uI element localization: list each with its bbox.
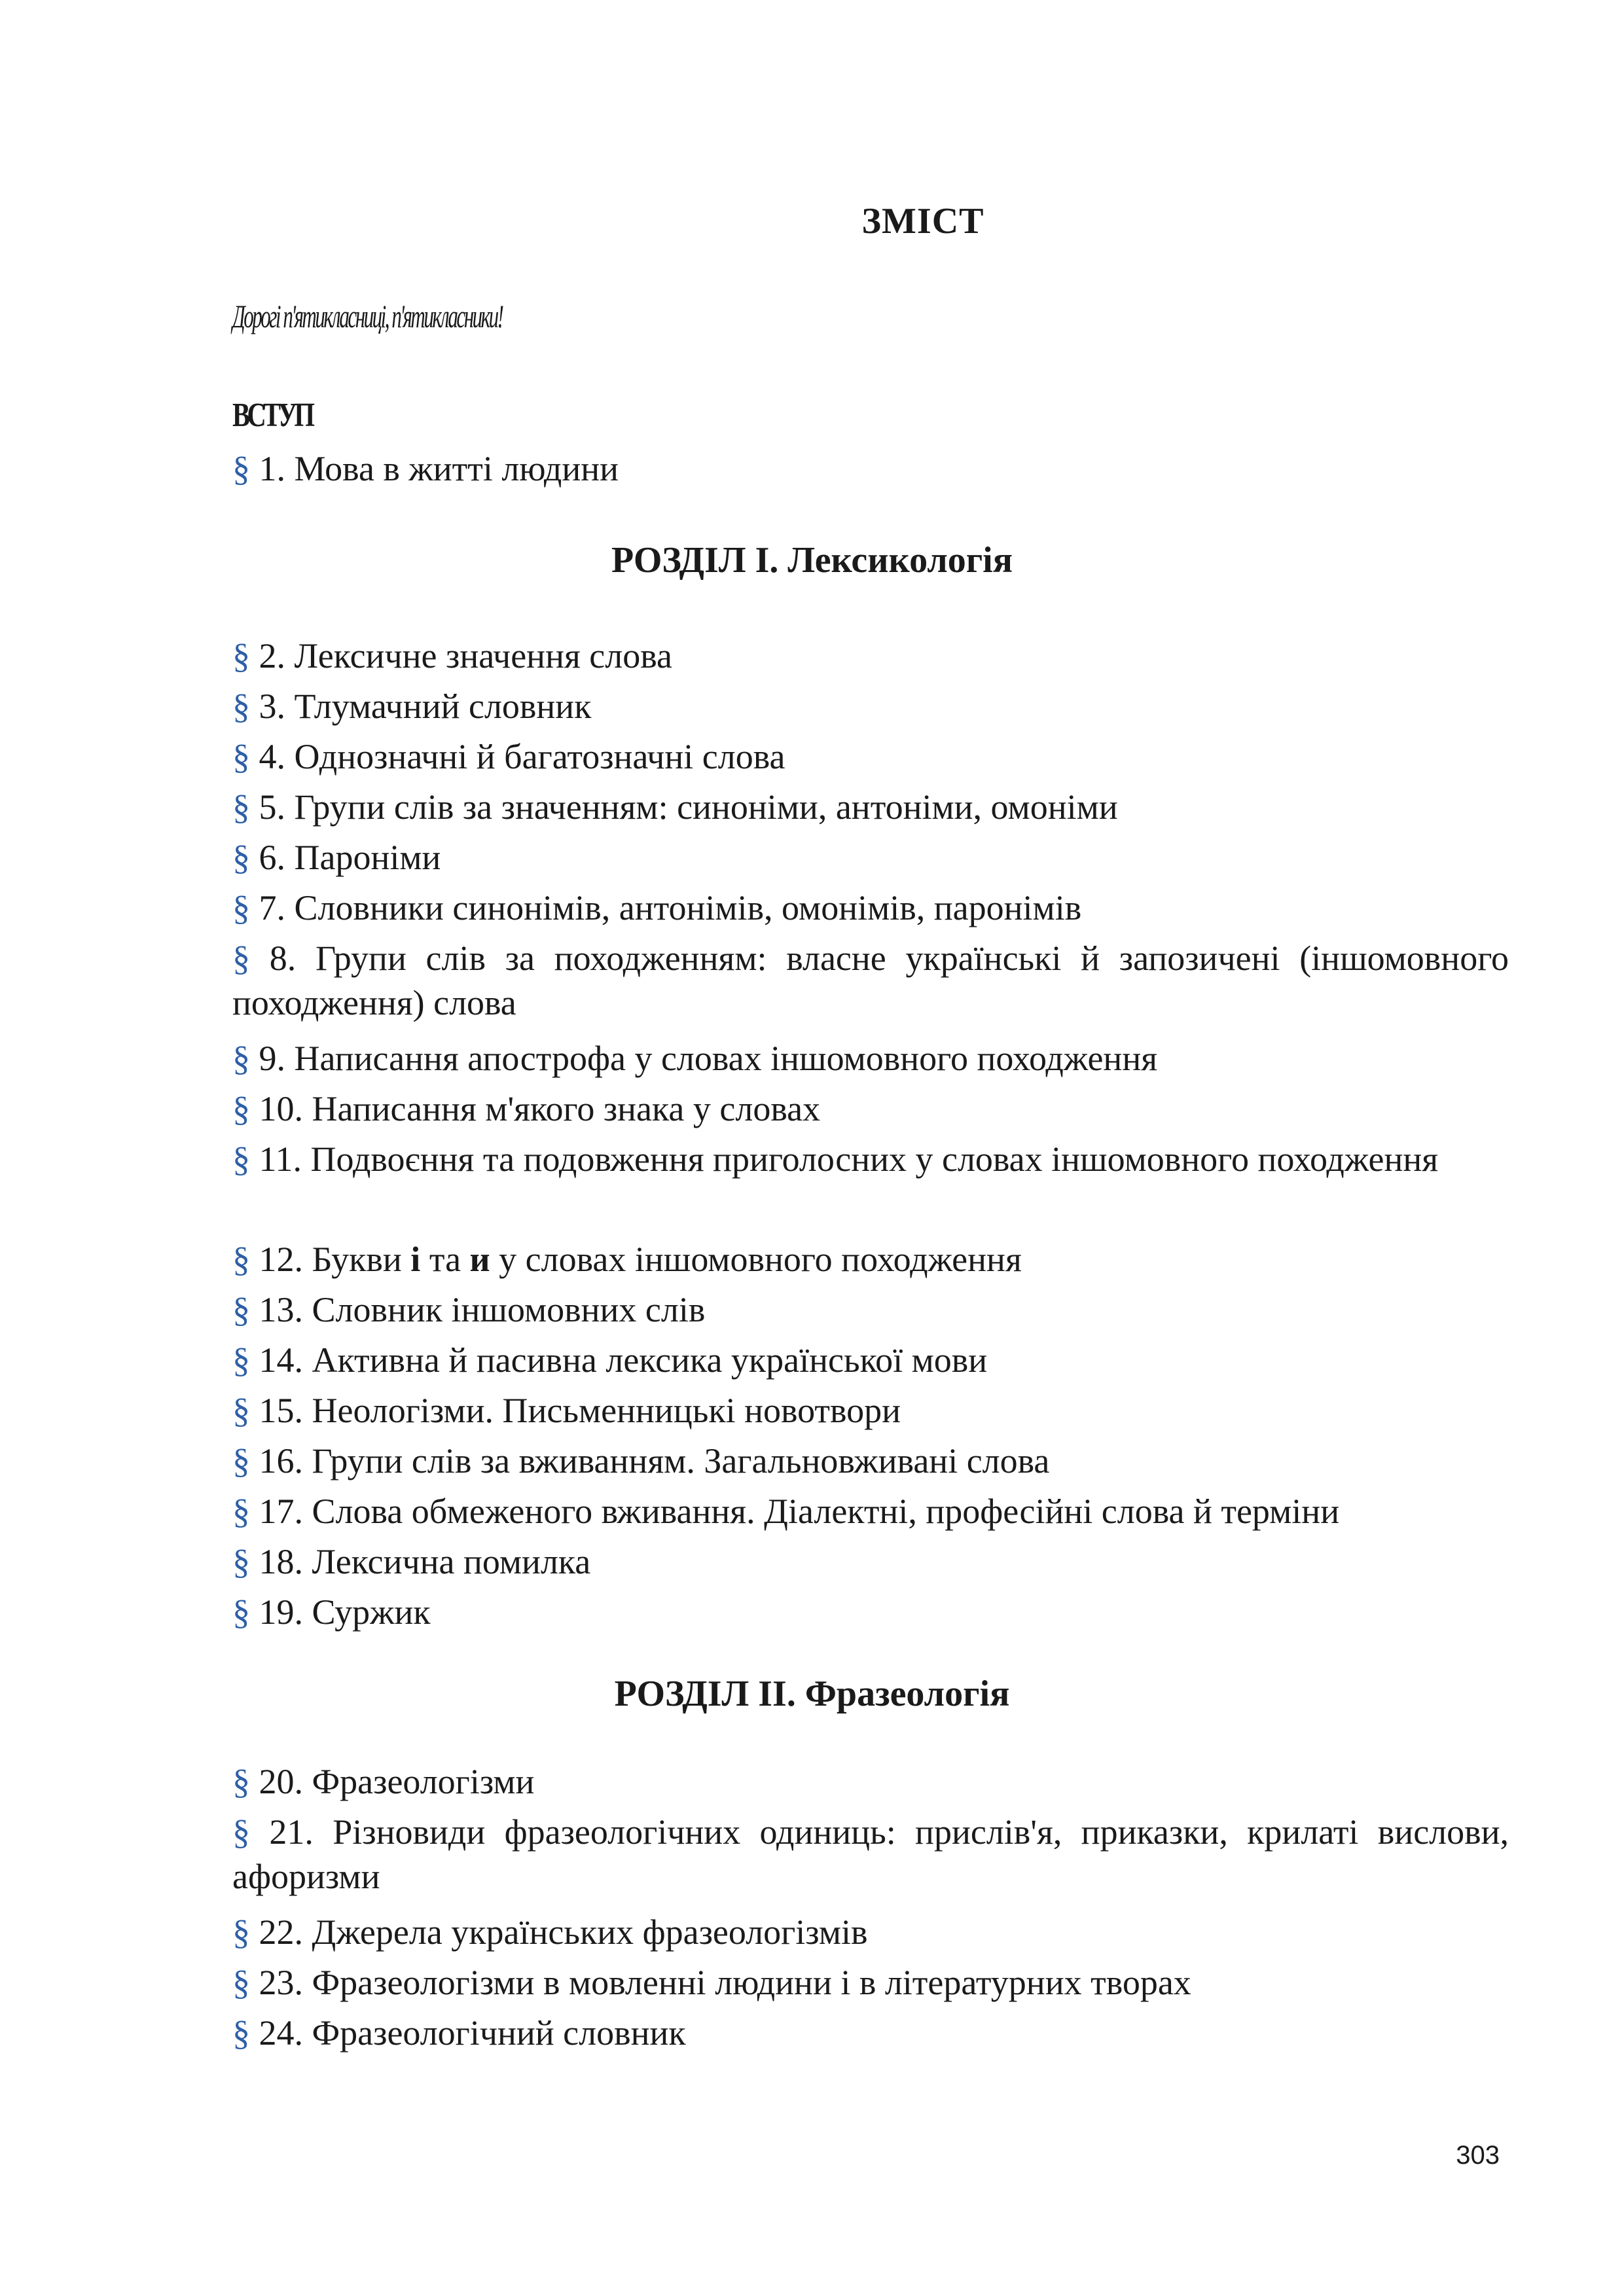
- paragraph-sign: §: [232, 1912, 250, 1952]
- entry-text: Групи слів за походженням: власне українські й запозичені (іншомовного походження) слова: [232, 939, 1509, 1022]
- entry-text-mid: та: [429, 1240, 461, 1279]
- entry-text: Подвоєння та подовження приголосних у словах іншомовного походження: [310, 1139, 1439, 1179]
- toc-entry-20: [232, 1759, 1509, 1804]
- paragraph-sign: §: [232, 1762, 250, 1801]
- entry-number: 4.: [259, 737, 285, 776]
- toc-entry-15: [232, 1388, 1509, 1433]
- toc-entry-6: [232, 835, 1509, 880]
- toc-entry-4: [232, 734, 1509, 779]
- paragraph-sign: §: [232, 1492, 250, 1531]
- entry-text: Пароніми: [294, 838, 441, 877]
- paragraph-sign: §: [232, 1812, 250, 1852]
- entry-text: Написання м'якого знака у словах: [312, 1089, 821, 1128]
- entry-number: 19.: [259, 1592, 303, 1632]
- paragraph-sign: §: [232, 1340, 250, 1380]
- paragraph-sign: §: [232, 838, 250, 877]
- toc-entry-11: [232, 1137, 1509, 1181]
- intro-label: ВСТУП: [232, 397, 312, 434]
- entry-number: 8.: [269, 939, 297, 978]
- paragraph-sign: §: [232, 1441, 250, 1480]
- entry-text: Групи слів за значенням: синоніми, антоніми, омоніми: [294, 787, 1118, 827]
- paragraph-sign: §: [232, 1963, 250, 2002]
- toc-entry-10: [232, 1086, 1509, 1131]
- entry-number: 21.: [269, 1812, 314, 1852]
- entry-number: 13.: [259, 1290, 303, 1329]
- toc-entry-19: [232, 1590, 1509, 1634]
- entry-text: Лексичне значення слова: [294, 636, 672, 675]
- paragraph-sign: §: [232, 737, 250, 776]
- entry-number: 16.: [259, 1441, 303, 1480]
- toc-entry-14: [232, 1338, 1509, 1382]
- toc-entry-23: [232, 1960, 1509, 2005]
- entry-number: 22.: [259, 1912, 303, 1952]
- entry-text: Словник іншомовних слів: [312, 1290, 706, 1329]
- toc-entry-5: [232, 785, 1509, 829]
- entry-text: Суржик: [312, 1592, 431, 1632]
- entry-text-before: Букви: [312, 1240, 402, 1279]
- toc-entry-16: [232, 1439, 1509, 1483]
- toc-entry-9: [232, 1036, 1509, 1081]
- entry-text: Мова в житті людини: [294, 449, 619, 488]
- toc-entry-22: [232, 1910, 1509, 1954]
- entry-text: Слова обмеженого вживання. Діалектні, професійні слова й терміни: [312, 1492, 1340, 1531]
- paragraph-sign: §: [232, 1039, 250, 1078]
- entry-text: Фразеологізми: [312, 1762, 535, 1801]
- entry-number: 9.: [259, 1039, 285, 1078]
- section-title-phraseology: РОЗДІЛ ІІ. Фразеологія: [614, 1674, 1010, 1714]
- entry-number: 18.: [259, 1542, 303, 1581]
- page-title: ЗМІСТ: [861, 201, 984, 242]
- entry-text: Фразеологічний словник: [312, 2013, 686, 2053]
- paragraph-sign: §: [232, 787, 250, 827]
- toc-entry-1: [232, 446, 1509, 491]
- toc-entry-21: [232, 1810, 1509, 1899]
- intro-greeting: Дорогі п'ятикласниці, п'ятикласники!: [232, 298, 503, 334]
- toc-entry-2: [232, 634, 1509, 678]
- entry-text: Неологізми. Письменницькі новотвори: [312, 1391, 901, 1430]
- toc-entry-24: [232, 2011, 1509, 2055]
- entry-number: 11.: [259, 1139, 302, 1179]
- paragraph-sign: §: [232, 2013, 250, 2053]
- toc-entry-17: [232, 1489, 1509, 1534]
- entry-text: Тлумачний словник: [294, 687, 592, 726]
- page-number: 303: [1456, 2141, 1500, 2170]
- paragraph-sign: §: [232, 1089, 250, 1128]
- entry-number: 17.: [259, 1492, 303, 1531]
- entry-number: 24.: [259, 2013, 303, 2053]
- entry-text: Написання апострофа у словах іншомовного походження: [294, 1039, 1158, 1078]
- toc-entry-8: [232, 936, 1509, 1025]
- paragraph-sign: §: [232, 888, 250, 927]
- entry-text: Однозначні й багатозначні слова: [294, 737, 785, 776]
- toc-entry-18: [232, 1539, 1509, 1584]
- paragraph-sign: §: [232, 1290, 250, 1329]
- paragraph-sign: §: [232, 1139, 250, 1179]
- paragraph-sign: §: [232, 449, 250, 488]
- entry-text: Словники синонімів, антонімів, омонімів, паронімів: [294, 888, 1082, 927]
- entry-number: 6.: [259, 838, 285, 877]
- paragraph-sign: §: [232, 1240, 250, 1279]
- toc-entry-7: [232, 886, 1509, 930]
- paragraph-sign: §: [232, 939, 250, 978]
- section-title-lexicology: РОЗДІЛ І. Лексикологія: [611, 540, 1013, 581]
- entry-number: 12.: [259, 1240, 303, 1279]
- entry-text: Фразеологізми в мовленні людини і в літературних творах: [312, 1963, 1191, 2002]
- entry-number: 14.: [259, 1340, 303, 1380]
- entry-number: 15.: [259, 1391, 303, 1430]
- entry-text-after: у словах іншомовного походження: [499, 1240, 1022, 1279]
- paragraph-sign: §: [232, 1592, 250, 1632]
- entry-text: Лексична помилка: [312, 1542, 591, 1581]
- entry-number: 10.: [259, 1089, 303, 1128]
- entry-number: 3.: [259, 687, 285, 726]
- entry-bold-letter-y: и: [469, 1240, 490, 1279]
- toc-entry-12: [232, 1237, 1509, 1282]
- paragraph-sign: §: [232, 1542, 250, 1581]
- entry-text: Джерела українських фразеологізмів: [312, 1912, 868, 1952]
- paragraph-sign: §: [232, 1391, 250, 1430]
- entry-number: 2.: [259, 636, 285, 675]
- entry-text: Різновиди фразеологічних одиниць: прислів'я, приказки, крилаті вислови, афоризми: [232, 1812, 1509, 1896]
- entry-bold-letter-i: і: [410, 1240, 421, 1279]
- entry-number: 7.: [259, 888, 285, 927]
- entry-number: 5.: [259, 787, 285, 827]
- toc-entry-13: [232, 1287, 1509, 1332]
- paragraph-sign: §: [232, 636, 250, 675]
- toc-entry-3: [232, 684, 1509, 728]
- entry-number: 20.: [259, 1762, 303, 1801]
- entry-number: 1.: [259, 449, 285, 488]
- entry-text: Групи слів за вживанням. Загальновживані слова: [312, 1441, 1050, 1480]
- entry-text: Активна й пасивна лексика української мови: [312, 1340, 988, 1380]
- paragraph-sign: §: [232, 687, 250, 726]
- entry-number: 23.: [259, 1963, 303, 2002]
